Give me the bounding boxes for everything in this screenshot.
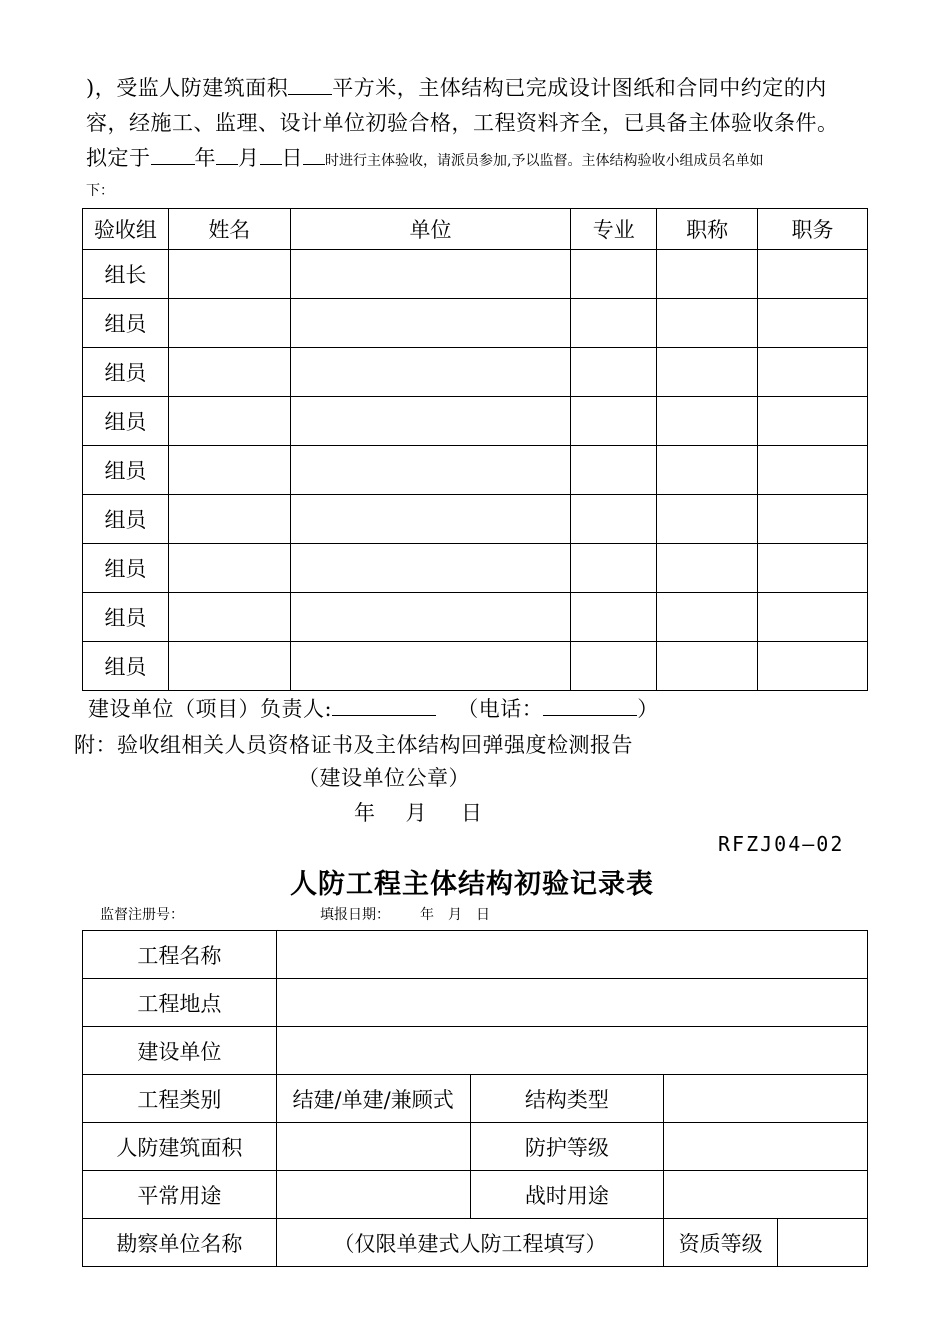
- qualification-level-field[interactable]: [778, 1219, 868, 1267]
- qualification-level-label: 资质等级: [664, 1219, 778, 1267]
- position-cell[interactable]: [758, 348, 868, 397]
- table-row: [83, 495, 868, 544]
- position-cell[interactable]: [758, 642, 868, 691]
- notice-text: 时进行主体验收，请派员参加,予以监督。主体结构验收小组成员名单如: [325, 153, 764, 169]
- name-cell[interactable]: [168, 348, 290, 397]
- notice-line-4: 下：: [86, 183, 114, 199]
- row-role: 组员: [83, 446, 169, 495]
- row-role: 组员: [83, 642, 169, 691]
- date-month: 月: [405, 801, 427, 825]
- table-row: [83, 544, 868, 593]
- table-row: [83, 1219, 868, 1267]
- fill-date-label: 填报日期：: [320, 907, 390, 923]
- project-location-label: 工程地点: [83, 979, 277, 1027]
- notice-text: 平方米，主体结构已完成设计图纸和合同中约定的内: [332, 76, 827, 100]
- specialty-cell[interactable]: [571, 593, 657, 642]
- table-row: [83, 979, 868, 1027]
- protection-level-label: 防护等级: [470, 1123, 664, 1171]
- header-position: 职务: [758, 209, 868, 250]
- civil-defense-area-field[interactable]: [276, 1123, 470, 1171]
- peacetime-use-field[interactable]: [276, 1171, 470, 1219]
- header-title: 职称: [657, 209, 758, 250]
- row-role: 组长: [83, 250, 169, 299]
- record-table: [82, 930, 868, 1267]
- builder-field[interactable]: [276, 1027, 867, 1075]
- month-label: 月: [238, 146, 260, 170]
- fill-year: 年: [420, 907, 434, 923]
- area-blank[interactable]: [288, 74, 332, 95]
- fill-date: [320, 904, 490, 924]
- notice-text: )，受监人防建筑面积: [86, 76, 289, 100]
- title-cell[interactable]: [657, 397, 758, 446]
- form-code: RFZJ04—02: [718, 832, 845, 856]
- table-row: [83, 1027, 868, 1075]
- owner-label: 建设单位（项目）负责人:: [88, 697, 333, 721]
- table-row: [83, 931, 868, 979]
- year-blank[interactable]: [151, 144, 195, 165]
- fill-day: 日: [476, 907, 490, 923]
- title-cell[interactable]: [657, 544, 758, 593]
- unit-cell[interactable]: [290, 250, 571, 299]
- notice-line-3: [86, 142, 763, 172]
- unit-cell[interactable]: [290, 446, 571, 495]
- wartime-use-label: 战时用途: [470, 1171, 664, 1219]
- day-label: 日: [281, 146, 303, 170]
- table-row: [83, 1123, 868, 1171]
- protection-level-field[interactable]: [664, 1123, 868, 1171]
- unit-cell[interactable]: [290, 642, 571, 691]
- members-table: [82, 208, 868, 691]
- title-cell[interactable]: [657, 642, 758, 691]
- unit-cell[interactable]: [290, 299, 571, 348]
- position-cell[interactable]: [758, 250, 868, 299]
- row-role: 组员: [83, 348, 169, 397]
- name-cell[interactable]: [168, 397, 290, 446]
- hour-blank[interactable]: [303, 144, 325, 165]
- title-cell[interactable]: [657, 446, 758, 495]
- members-header-row: [83, 209, 868, 250]
- row-role: 组员: [83, 544, 169, 593]
- project-name-label: 工程名称: [83, 931, 277, 979]
- table-row: [83, 446, 868, 495]
- survey-unit-note[interactable]: （仅限单建式人防工程填写）: [276, 1219, 664, 1267]
- position-cell[interactable]: [758, 495, 868, 544]
- peacetime-use-label: 平常用途: [83, 1171, 277, 1219]
- name-cell[interactable]: [168, 593, 290, 642]
- seal-date: [354, 797, 483, 827]
- name-cell[interactable]: [168, 250, 290, 299]
- unit-cell[interactable]: [290, 544, 571, 593]
- table-row: [83, 348, 868, 397]
- name-cell[interactable]: [168, 642, 290, 691]
- specialty-cell[interactable]: [571, 348, 657, 397]
- year-label: 年: [194, 146, 216, 170]
- title-cell[interactable]: [657, 593, 758, 642]
- wartime-use-field[interactable]: [664, 1171, 868, 1219]
- header-unit: 单位: [290, 209, 571, 250]
- specialty-cell[interactable]: [571, 642, 657, 691]
- table-row: [83, 397, 868, 446]
- table-row: [83, 593, 868, 642]
- table-row: [83, 1075, 868, 1123]
- name-cell[interactable]: [168, 544, 290, 593]
- name-cell[interactable]: [168, 446, 290, 495]
- position-cell[interactable]: [758, 544, 868, 593]
- structure-type-field[interactable]: [664, 1075, 868, 1123]
- position-cell[interactable]: [758, 446, 868, 495]
- name-cell[interactable]: [168, 495, 290, 544]
- header-name: 姓名: [168, 209, 290, 250]
- table-row: [83, 642, 868, 691]
- specialty-cell[interactable]: [571, 397, 657, 446]
- header-group: 验收组: [83, 209, 169, 250]
- specialty-cell[interactable]: [571, 544, 657, 593]
- row-role: 组员: [83, 299, 169, 348]
- phone-label: （电话：: [457, 697, 544, 721]
- date-day: 日: [461, 801, 483, 825]
- phone-close: ）: [637, 697, 659, 721]
- reg-number-label: 监督注册号：: [100, 907, 184, 923]
- unit-cell[interactable]: [290, 495, 571, 544]
- form-title: 人防工程主体结构初验记录表: [290, 869, 654, 900]
- structure-type-label: 结构类型: [470, 1075, 664, 1123]
- row-role: 组员: [83, 593, 169, 642]
- table-row: [83, 299, 868, 348]
- position-cell[interactable]: [758, 593, 868, 642]
- position-cell[interactable]: [758, 299, 868, 348]
- row-role: 组员: [83, 397, 169, 446]
- project-category-label: 工程类别: [83, 1075, 277, 1123]
- row-role: 组员: [83, 495, 169, 544]
- project-category-value[interactable]: 结建/单建/兼顾式: [276, 1075, 470, 1123]
- seal-label: （建设单位公章）: [298, 766, 470, 790]
- date-year: 年: [354, 801, 376, 825]
- survey-unit-label: 勘察单位名称: [83, 1219, 277, 1267]
- notice-text: 拟定于: [86, 146, 151, 170]
- specialty-cell[interactable]: [571, 299, 657, 348]
- specialty-cell[interactable]: [571, 495, 657, 544]
- fill-month: 月: [448, 907, 462, 923]
- month-blank[interactable]: [216, 144, 238, 165]
- project-name-field[interactable]: [276, 931, 867, 979]
- phone-blank[interactable]: [543, 695, 637, 716]
- owner-blank[interactable]: [332, 695, 436, 716]
- notice-line-1: [86, 72, 827, 102]
- specialty-cell[interactable]: [571, 250, 657, 299]
- title-cell[interactable]: [657, 348, 758, 397]
- title-cell[interactable]: [657, 250, 758, 299]
- table-row: [83, 250, 868, 299]
- unit-cell[interactable]: [290, 593, 571, 642]
- title-cell[interactable]: [657, 299, 758, 348]
- name-cell[interactable]: [168, 299, 290, 348]
- position-cell[interactable]: [758, 397, 868, 446]
- specialty-cell[interactable]: [571, 446, 657, 495]
- project-location-field[interactable]: [276, 979, 867, 1027]
- notice-line-2: 容，经施工、监理、设计单位初验合格，工程资料齐全，已具备主体验收条件。: [86, 111, 839, 135]
- builder-label: 建设单位: [83, 1027, 277, 1075]
- unit-cell[interactable]: [290, 348, 571, 397]
- header-specialty: 专业: [571, 209, 657, 250]
- title-cell[interactable]: [657, 495, 758, 544]
- unit-cell[interactable]: [290, 397, 571, 446]
- attachment-note: 附：验收组相关人员资格证书及主体结构回弹强度检测报告: [74, 733, 633, 757]
- day-blank[interactable]: [260, 144, 282, 165]
- civil-defense-area-label: 人防建筑面积: [83, 1123, 277, 1171]
- table-row: [83, 1171, 868, 1219]
- owner-line: [88, 693, 659, 723]
